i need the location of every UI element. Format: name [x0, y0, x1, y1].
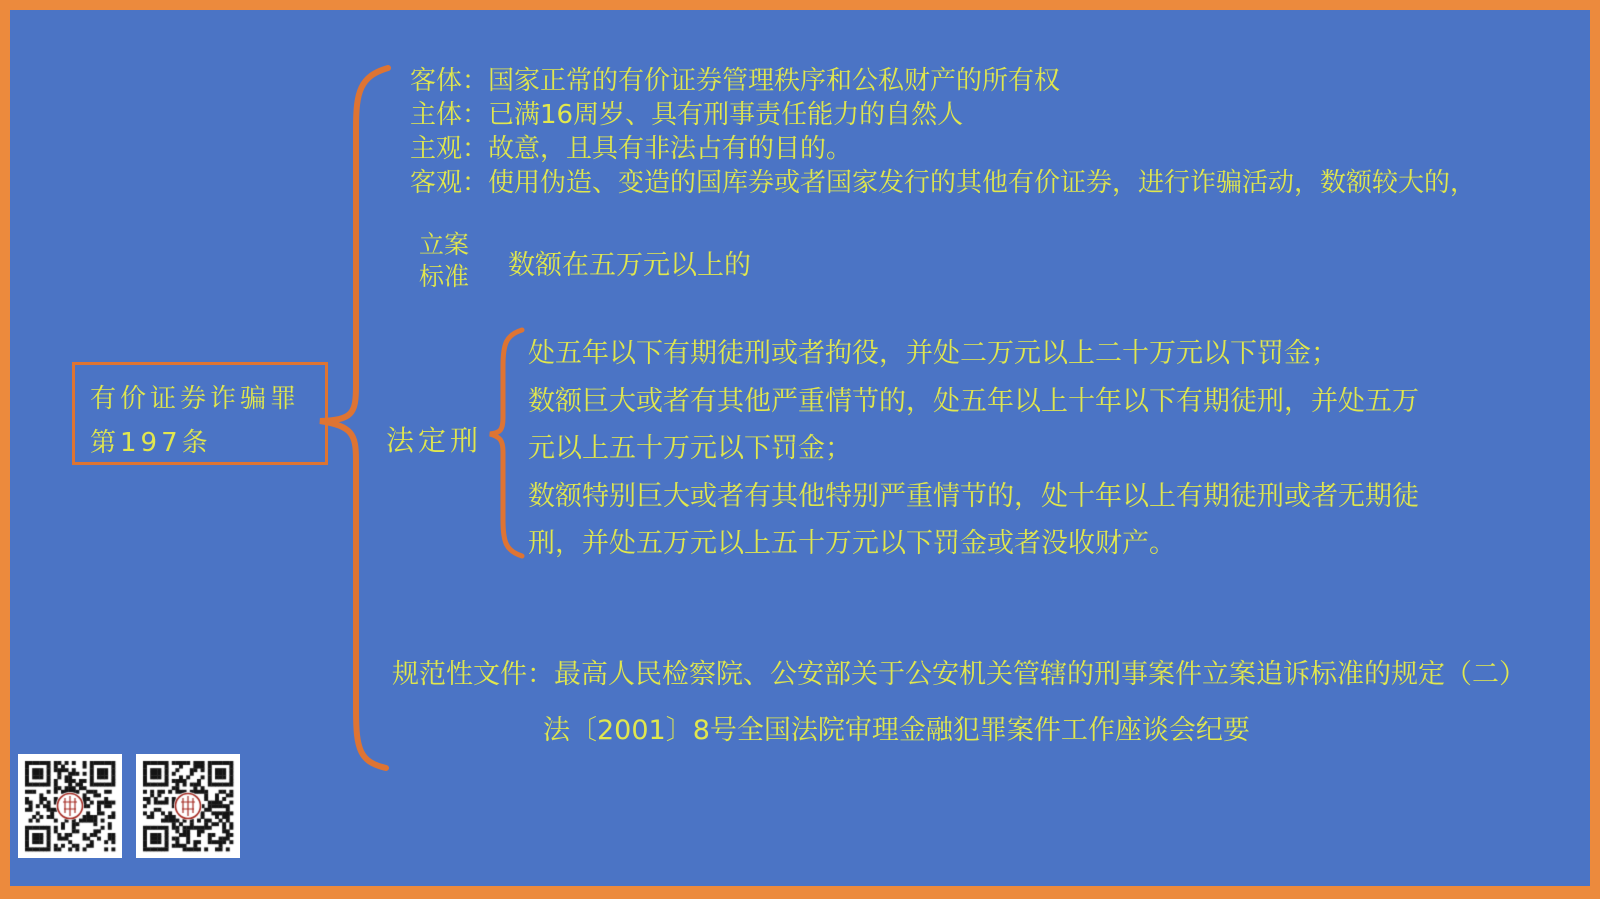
constitution-line-subjective — [410, 132, 1476, 166]
normative-document-2: 法〔2001〕8号全国法院审理金融犯罪案件工作座谈会纪要 — [543, 715, 1250, 746]
penalty-line: 处五年以下有期徒刑或者拘役，并处二万元以上二十万元以下罚金； — [528, 338, 1338, 369]
root-node-article: 第197条 — [90, 428, 212, 458]
filing-standard-label-line1: 立案 — [419, 230, 470, 259]
main-curly-brace — [312, 62, 396, 774]
constitution-label: 客观： — [410, 168, 489, 198]
qr-code-right — [136, 754, 240, 858]
constitution-line-objective — [410, 166, 1476, 200]
penalty-line: 刑，并处五万元以上五十万元以下罚金或者没收财产。 — [528, 528, 1176, 559]
constitution-text: 已满16周岁、具有刑事责任能力的自然人 — [488, 100, 964, 130]
penalty-curly-brace — [486, 326, 528, 560]
filing-standard-text: 数额在五万元以上的 — [508, 250, 751, 281]
statutory-penalty-block — [528, 330, 1419, 568]
constitution-label: 主观： — [410, 134, 489, 164]
normative-documents-line1 — [392, 652, 1526, 691]
normative-document-1: 最高人民检察院、公安部关于公安机关管辖的刑事案件立案追诉标准的规定（二） — [554, 659, 1526, 690]
normative-documents-label: 规范性文件： — [392, 659, 554, 690]
statutory-penalty-label: 法定刑 — [386, 424, 483, 457]
constitution-label: 主体： — [410, 100, 489, 130]
penalty-line: 数额巨大或者有其他严重情节的，处五年以上十年以下有期徒刑，并处五万 — [528, 385, 1419, 417]
qr-code-left — [18, 754, 122, 858]
constitution-text: 故意，且具有非法占有的目的。 — [488, 134, 853, 164]
constitution-text: 国家正常的有价证券管理秩序和公私财产的所有权 — [488, 66, 1061, 96]
constitution-label: 客体： — [410, 66, 489, 96]
penalty-line: 数额特别巨大或者有其他特别严重情节的，处十年以上有期徒刑或者无期徒 — [528, 480, 1419, 512]
constitution-line-subject — [410, 98, 1476, 132]
filing-standard-label — [419, 229, 469, 293]
constitution-line-object — [410, 64, 1476, 98]
constitution-block — [410, 64, 1476, 200]
penalty-line: 元以上五十万元以下罚金； — [528, 433, 852, 464]
filing-standard-label-line2: 标准 — [419, 262, 470, 291]
constitution-text: 使用伪造、变造的国库券或者国家发行的其他有价证券，进行诈骗活动，数额较大的， — [488, 168, 1477, 198]
root-node-box — [72, 362, 328, 465]
root-node-title: 有价证券诈骗罪 — [90, 384, 301, 414]
